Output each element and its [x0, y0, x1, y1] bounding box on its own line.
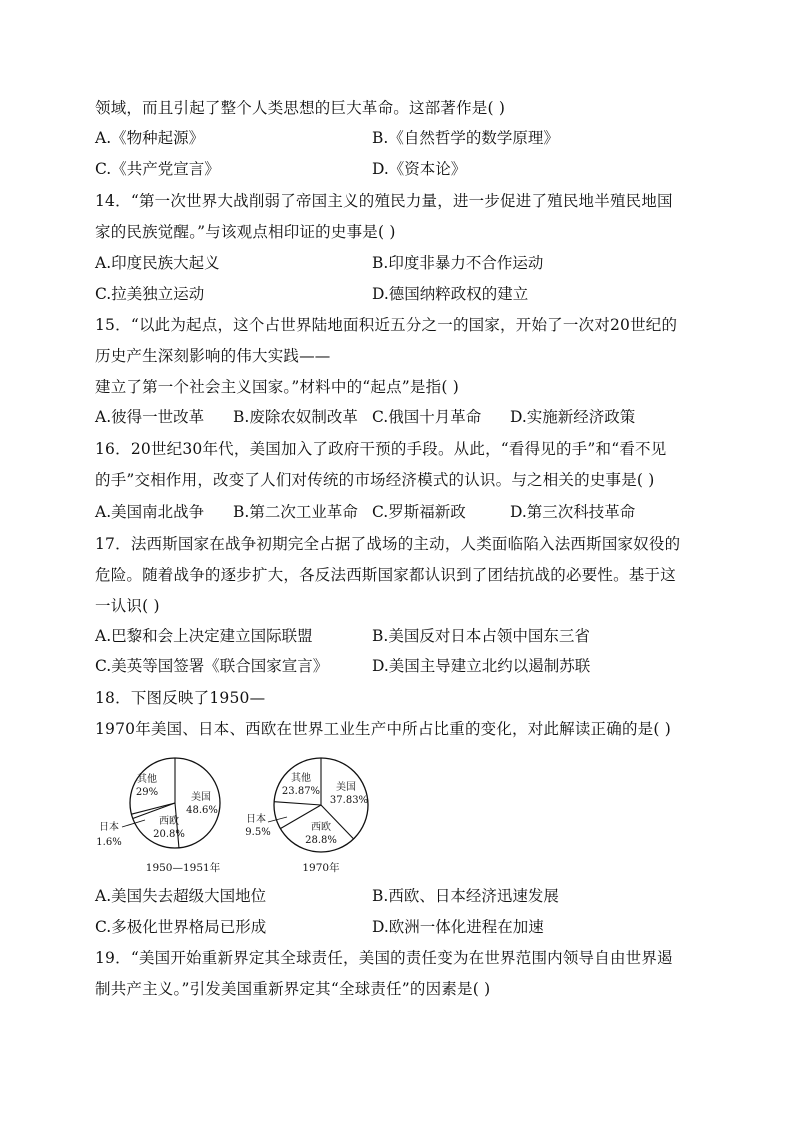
- pie-1970-value-usa: 37.83%: [329, 795, 369, 806]
- pie-1950-value-japan: 1.6%: [96, 837, 122, 848]
- q16-option-a[interactable]: A.美国南北战争: [95, 503, 205, 521]
- q16-stem-line2: 的手”交相作用，改变了人们对传统的市场经济模式的认识。与之相关的史事是( ): [95, 471, 655, 489]
- q18-stem-line2: 1970年美国、日本、西欧在世界工业生产中所占比重的变化，对此解读正确的是( ): [95, 720, 671, 738]
- q16-option-b[interactable]: B.第二次工业革命: [233, 503, 358, 521]
- pie-1970-label-japan: 日本: [246, 814, 266, 825]
- q14-option-b[interactable]: B.印度非暴力不合作运动: [372, 254, 544, 272]
- pie-1950-label-other: 其他: [137, 774, 157, 785]
- pie-1970-label-other: 其他: [291, 773, 311, 784]
- q16-option-d[interactable]: D.第三次科技革命: [510, 503, 636, 521]
- q15-stem-line2: 历史产生深刻影响的伟大实践——: [95, 347, 331, 365]
- q14-option-a[interactable]: A.印度民族大起义: [95, 254, 220, 272]
- q17-option-a[interactable]: A.巴黎和会上决定建立国际联盟: [95, 627, 313, 645]
- q16-option-c[interactable]: C.罗斯福新政: [372, 503, 466, 521]
- q17-stem-line3: 一认识( ): [95, 597, 160, 615]
- pie-1970-value-weu: 28.8%: [305, 835, 337, 846]
- pie-1950-label-usa: 美国: [191, 792, 211, 803]
- q18-stem-line1: 18．下图反映了1950—: [95, 689, 266, 707]
- q15-option-a[interactable]: A.彼得一世改革: [95, 408, 205, 426]
- q14-option-c[interactable]: C.拉美独立运动: [95, 285, 205, 303]
- pie-1970-value-other: 23.87%: [281, 786, 321, 797]
- pie-slice-divider-other: [131, 803, 175, 814]
- q18-option-c[interactable]: C.多极化世界格局已形成: [95, 918, 267, 936]
- q18-option-d[interactable]: D.欧洲一体化进程在加速: [372, 918, 544, 936]
- pie-1950-value-weu: 20.8%: [153, 829, 185, 840]
- q17-stem-line1: 17．法西斯国家在战争初期完全占据了战场的主动，人类面临陷入法西斯国家奴役的: [95, 535, 681, 553]
- q13-option-d[interactable]: D.《资本论》: [372, 160, 467, 178]
- pie-1950-label-japan: 日本: [99, 822, 119, 833]
- q14-stem-line1: 14．“第一次世界大战削弱了帝国主义的殖民力量，进一步促进了殖民地半殖民地国: [95, 192, 673, 210]
- q13-option-c[interactable]: C.《共产党宣言》: [95, 160, 220, 178]
- q13-option-a[interactable]: A.《物种起源》: [95, 129, 205, 147]
- q13-stem: 领域，而且引起了整个人类思想的巨大革命。这部著作是( ): [95, 99, 506, 117]
- pie-slice-divider-other: [274, 802, 321, 805]
- q18-option-a[interactable]: A.美国失去超级大国地位: [95, 887, 267, 905]
- q15-option-c[interactable]: C.俄国十月革命: [372, 408, 482, 426]
- q19-stem-line1: 19．“美国开始重新界定其全球责任，美国的责任变为在世界范围内领导自由世界遏: [95, 949, 673, 967]
- q14-stem-line2: 家的民族觉醒。”与该观点相印证的史事是( ): [95, 223, 396, 241]
- pie-1950-label-weu: 西欧: [159, 816, 179, 827]
- q19-stem-line2: 制共产主义。”引发美国重新界定其“全球责任”的因素是( ): [95, 980, 491, 998]
- q13-option-b[interactable]: B.《自然哲学的数学原理》: [372, 129, 559, 147]
- q14-option-d[interactable]: D.德国纳粹政权的建立: [372, 285, 529, 303]
- pie-chart-1950: [96, 758, 220, 874]
- pie-1950-title: 1950—1951年: [145, 862, 221, 874]
- pie-1970-value-japan: 9.5%: [245, 827, 271, 838]
- q15-option-b[interactable]: B.废除农奴制改革: [233, 408, 358, 426]
- pie-1950-value-usa: 48.6%: [186, 805, 218, 816]
- pie-1950-value-other: 29%: [135, 787, 159, 798]
- q16-stem-line1: 16．20世纪30年代，美国加入了政府干预的手段。从此，“看得见的手”和“看不见: [95, 440, 667, 458]
- pie-chart-1970: [245, 758, 368, 874]
- pie-1970-label-weu: 西欧: [311, 822, 331, 833]
- q15-stem-line3: 建立了第一个社会主义国家。”材料中的“起点”是指( ): [95, 378, 459, 396]
- q15-option-d[interactable]: D.实施新经济政策: [510, 408, 636, 426]
- q17-option-b[interactable]: B.美国反对日本占领中国东三省: [372, 627, 590, 645]
- pie-1970-label-usa: 美国: [336, 782, 356, 793]
- pie-1970-title: 1970年: [302, 862, 340, 874]
- q17-stem-line2: 危险。随着战争的逐步扩大，各反法西斯国家都认识到了团结抗战的必要性。基于这: [95, 566, 676, 584]
- q17-option-d[interactable]: D.美国主导建立北约以遏制苏联: [372, 657, 591, 675]
- q18-option-b[interactable]: B.西欧、日本经济迅速发展: [372, 887, 559, 905]
- q17-option-c[interactable]: C.美英等国签署《联合国家宣言》: [95, 657, 329, 675]
- pie-chart-figure: [95, 750, 385, 878]
- pie-charts-svg: [95, 750, 385, 878]
- q15-stem-line1: 15．“以此为起点，这个占世界陆地面积近五分之一的国家，开始了一次对20世纪的: [95, 316, 678, 334]
